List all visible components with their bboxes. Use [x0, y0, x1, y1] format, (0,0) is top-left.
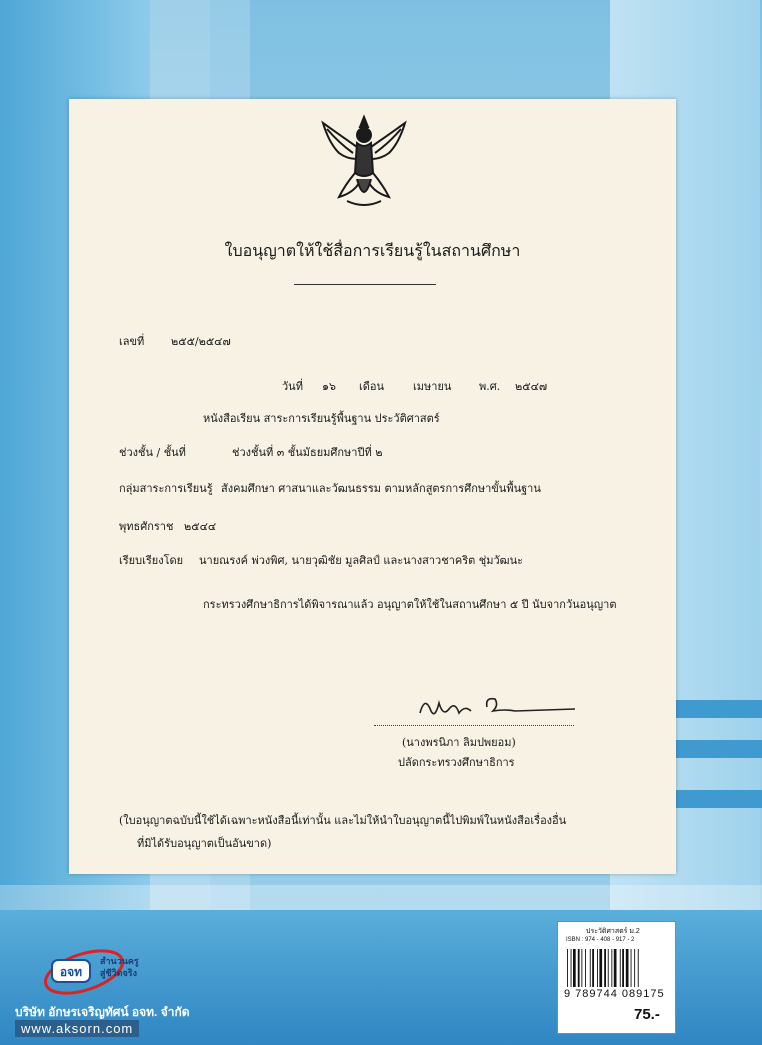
barcode-bar: [585, 949, 586, 987]
barcode-bar: [581, 949, 582, 987]
license-document: [69, 99, 676, 874]
title-divider: [294, 284, 436, 285]
level-value: ช่วงชั้นที่ ๓ ชั้นมัธยมศึกษาปีที่ ๒: [232, 446, 383, 459]
barcode-bar: [631, 949, 632, 987]
publisher-name: บริษัท อักษรเจริญทัศน์ อจท. จำกัด: [15, 1005, 190, 1019]
group-label: กลุ่มสาระการเรียนรู้: [119, 482, 213, 495]
authors-label: เรียบเรียงโดย: [119, 554, 184, 567]
usage-note-line1: (ใบอนุญาตฉบับนี้ใช้ได้เฉพาะหนังสือนี้เท่านั้น และไม่ให้นำใบอนุญาตนี้ไปพิมพ์ในหนังสือเรื่องอื่น: [119, 814, 567, 827]
barcode-digits: 9 789744 089175: [564, 988, 665, 1000]
isbn-number: ISBN : 974 - 408 - 917 - 2: [566, 937, 635, 943]
barcode-bar: [599, 949, 602, 987]
date-day: ๑๖: [322, 380, 336, 393]
signature: [415, 689, 585, 723]
date-day-label: วันที่: [282, 380, 303, 393]
usage-note-line2: ที่มิได้รับอนุญาตเป็นอันขาด): [137, 837, 272, 850]
date-month-label: เดือน: [359, 380, 385, 393]
cover-band: [672, 700, 762, 718]
barcode-bar: [626, 949, 629, 987]
number-label: เลขที่: [119, 335, 145, 348]
barcode-bar: [578, 949, 580, 987]
barcode-bar: [608, 949, 609, 987]
barcode-bar: [592, 949, 594, 987]
publisher-url: www.aksorn.com: [15, 1020, 139, 1037]
group-value: สังคมศึกษา ศาสนาและวัฒนธรรม ตามหลักสูตรการศึกษาขั้นพื้นฐาน: [221, 482, 541, 495]
barcode-bar: [590, 949, 591, 987]
price: 75.-: [634, 1006, 660, 1023]
cover-band: [672, 740, 762, 758]
barcode-bar: [611, 949, 612, 987]
level-label: ช่วงชั้น / ชั้นที่: [119, 446, 186, 459]
barcode-bar: [614, 949, 617, 987]
signature-line: [374, 725, 574, 726]
barcode-bar: [571, 949, 572, 987]
barcode-bar: [620, 949, 621, 987]
barcode-bar: [573, 949, 576, 987]
era-value: ๒๕๔๔: [184, 520, 217, 533]
barcode-bar: [597, 949, 598, 987]
barcode-bar: [567, 949, 568, 987]
approval-statement: กระทรวงศึกษาธิการได้พิจารณาแล้ว อนุญาตให้ใช้ในสถานศึกษา ๕ ปี นับจากวันอนุญาต: [203, 598, 617, 611]
authors-value: นายณรงค์ พ่วงพิศ, นายวุฒิชัย มูลศิลป์ และนางสาวชาคริต ชุ่มวัฒนะ: [199, 554, 524, 567]
era-label: พุทธศักราช: [119, 520, 174, 533]
logo-text: อจท: [59, 965, 83, 979]
barcode-bar: [622, 949, 624, 987]
barcode-bar: [634, 949, 635, 987]
isbn-box: [557, 921, 676, 1034]
date-month: เมษายน: [413, 380, 452, 393]
slogan-line2: สู่ชีวิตจริง: [100, 968, 138, 978]
cover-band: [672, 790, 762, 808]
date-year: ๒๕๔๗: [515, 380, 548, 393]
barcode-bar: [604, 949, 606, 987]
slogan-line1: สำนวนครู: [100, 956, 139, 966]
publisher-logo: [42, 940, 152, 1000]
number-value: ๒๕๕/๒๕๔๗: [171, 335, 231, 348]
garuda-seal-icon: [317, 113, 411, 209]
signer-title: ปลัดกระทรวงศึกษาธิการ: [398, 756, 515, 769]
date-year-label: พ.ศ.: [479, 380, 501, 393]
signer-name: (นางพรนิภา ลิมปพยอม): [402, 736, 516, 749]
barcode: [566, 949, 666, 987]
barcode-bar: [638, 949, 639, 987]
license-title: ใบอนุญาตให้ใช้สื่อการเรียนรู้ในสถานศึกษา: [224, 241, 521, 260]
isbn-subject: ประวัติศาสตร์ ม.2: [586, 928, 640, 935]
book-line: หนังสือเรียน สาระการเรียนรู้พื้นฐาน ประวัติศาสตร์: [203, 412, 440, 425]
